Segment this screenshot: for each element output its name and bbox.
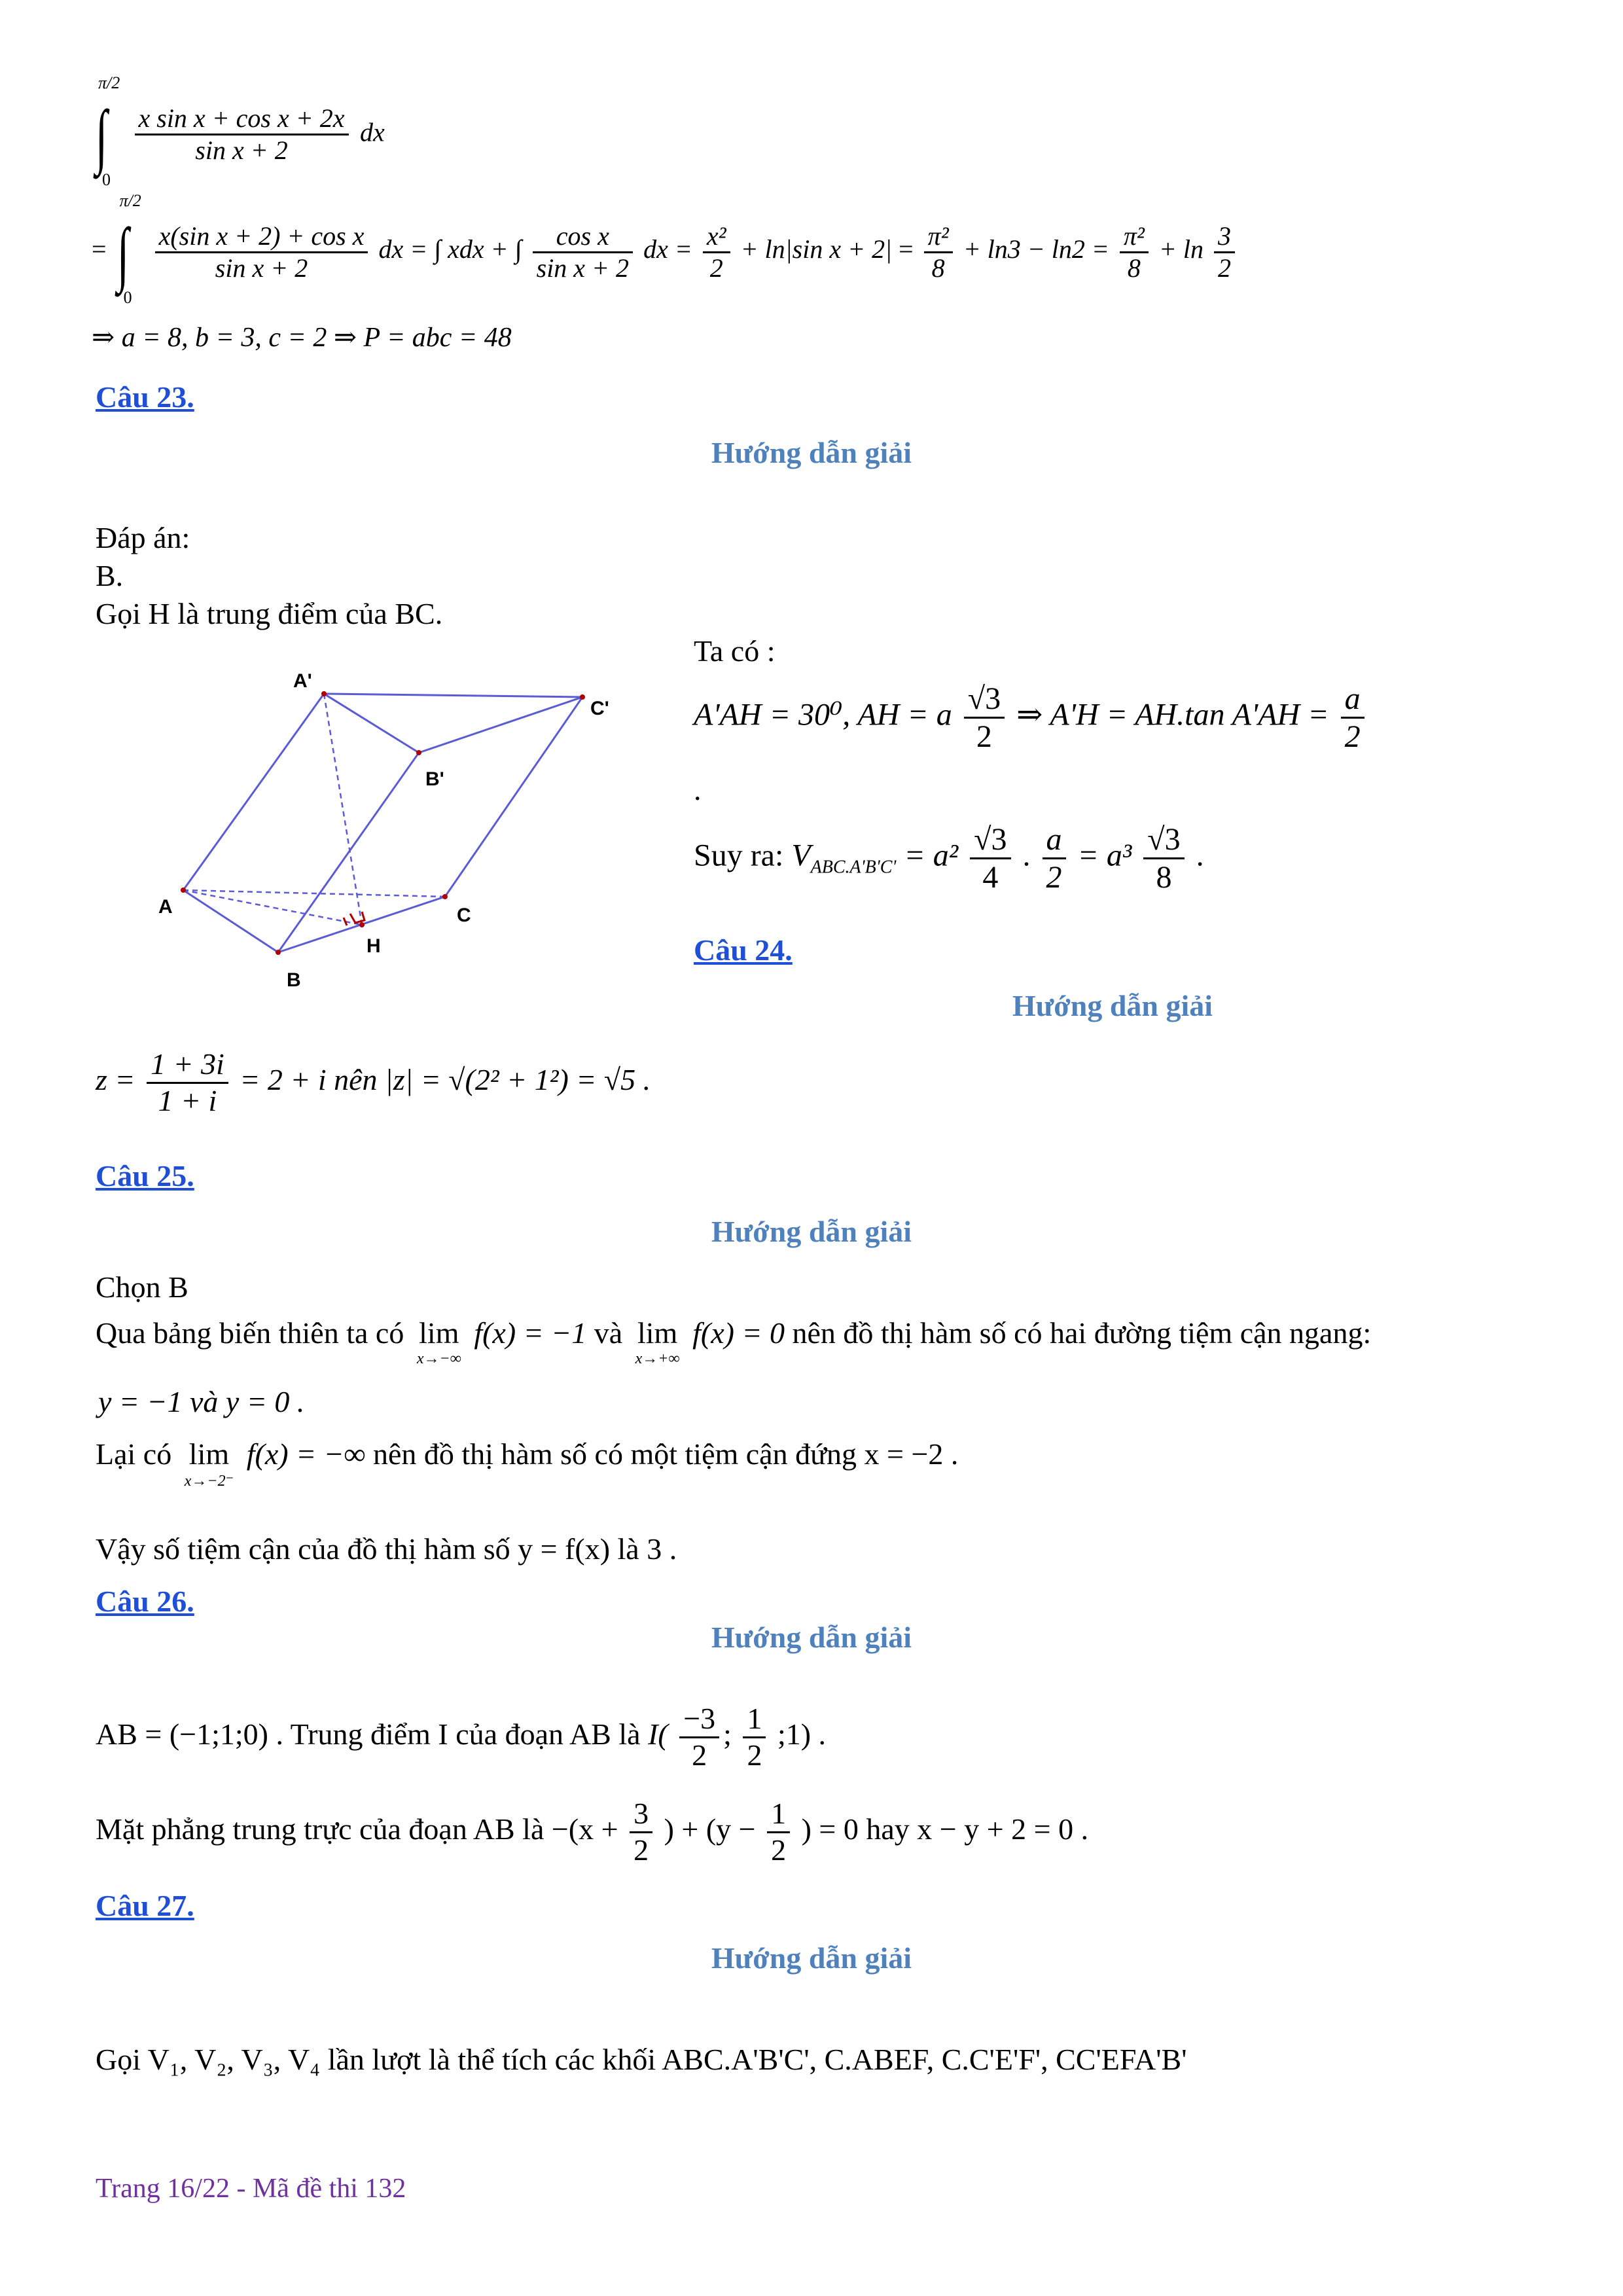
question-26-heading: Hướng dẫn giải — [711, 1621, 912, 1654]
conclusion-line: ⇒ a = 8, b = 3, c = 2 ⇒ P = abc = 48 — [92, 323, 512, 353]
label-b-prime: B' — [425, 768, 444, 790]
choice-statement: Chọn B — [96, 1270, 188, 1304]
question-25-heading: Hướng dẫn giải — [711, 1215, 912, 1248]
label-b: B — [287, 969, 301, 991]
complex-formula: z = $\frac{1 + 3i}{1 + i}$ = 2 + i nên |z| = √(2² + 1²) = √5 . — [96, 1047, 651, 1117]
question-24-heading: Hướng dẫn giải — [1012, 989, 1213, 1022]
midpoint-statement: Gọi H là trung điểm của BC. — [96, 597, 443, 630]
prism-figure — [151, 661, 674, 1001]
integral-sign-2: π/2 ∫ 0 — [116, 191, 141, 307]
label-a: A — [158, 896, 173, 918]
label-c: C — [457, 905, 471, 926]
trailing-dot: . — [694, 773, 702, 806]
answer-label: Đáp án: — [96, 521, 190, 554]
dx-label: dx — [360, 117, 385, 147]
integrand-fraction: $\frac{\text{x sin x + cos x + 2x}}{\text{sin x + 2}}$ — [135, 103, 349, 166]
question-23-heading: Hướng dẫn giải — [711, 436, 912, 469]
question-24-title[interactable]: Câu 24. — [694, 933, 793, 967]
answer-value: B. — [96, 559, 124, 592]
integral-line-1 — [92, 73, 385, 189]
question-27-title[interactable]: Câu 27. — [96, 1889, 194, 1922]
limits-line-1: Qua bảng biến thiên ta có lim x→−∞ f(x) = −1 và lim x→+∞ f(x) = 0 nên đồ thị hàm số có hai đường tiệm cận ngang: — [96, 1316, 1372, 1367]
question-23-title[interactable]: Câu 23. — [96, 380, 194, 414]
midpoint-line: AB = (−1;1;0) . Trung điểm I của đoạn AB là I( $\frac{-3}{2}$ ; $\frac{1}{2}$ ;1) . — [96, 1702, 827, 1772]
formula-line-2: Suy ra: $V_{ABC.A'B'C'} = a^2$ $\frac{√3}{4}$ . $\frac{a}{2}$ = a³ $\frac{√3}{8}$ . — [694, 822, 1204, 895]
asymptote-conclusion: Vậy số tiệm cận của đồ thị hàm số y = f(x) là 3 . — [96, 1532, 677, 1566]
limits-line-2: Lại có lim x→−2⁻ f(x) = −∞ nên đồ thị hàm số có một tiệm cận đứng x = −2 . — [96, 1437, 959, 1490]
label-a-prime: A' — [293, 670, 312, 692]
ta-co: Ta có : — [694, 634, 776, 668]
label-c-prime: C' — [590, 698, 609, 719]
horizontal-asymptotes: y = −1 và y = 0 . — [98, 1385, 305, 1418]
question-26-title[interactable]: Câu 26. — [96, 1585, 194, 1618]
label-h: H — [366, 935, 381, 957]
page-footer: Trang 16/22 - Mã đề thi 132 — [96, 2174, 406, 2204]
integral-line-2: = π/2 ∫ 0 $\frac{\text{x(sin x + 2) + cos x}}{\text{sin x + 2}}$ dx = ∫ xdx + ∫ $\frac{\text{cos x}}{\text{sin x + 2}}$ dx = $\frac{\text{x²}}{2}$ + ln|sin x + 2| = $\frac{\text{π²}}{8}$ + ln3 − ln2 = $\frac{\text{π²}}{8}$ + ln $\frac{3}{2}$ — [92, 203, 1239, 301]
integral-sign: π/2 ∫ 0 — [96, 73, 120, 189]
plane-equation-line: Mặt phẳng trung trực của đoạn AB là −(x + $\frac{3}{2}$ ) + (y − $\frac{1}{2}$ ) = 0 hay x − y + 2 = 0 . — [96, 1797, 1089, 1867]
question-25-title[interactable]: Câu 25. — [96, 1159, 194, 1193]
question-27-heading: Hướng dẫn giải — [711, 1941, 912, 1975]
formula-line-1: A'AH = 30⁰, AH = a $\frac{√3}{2}$ ⇒ A'H = AH.tan A'AH = $\frac{a}{2}$ — [694, 681, 1368, 755]
volume-definitions: Gọi V₁, V₂, V₃, V₄ lần lượt là thể tích các khối ABC.A'B'C', C.ABEF, C.C'E'F', CC'EFA'B' — [96, 2043, 1187, 2076]
